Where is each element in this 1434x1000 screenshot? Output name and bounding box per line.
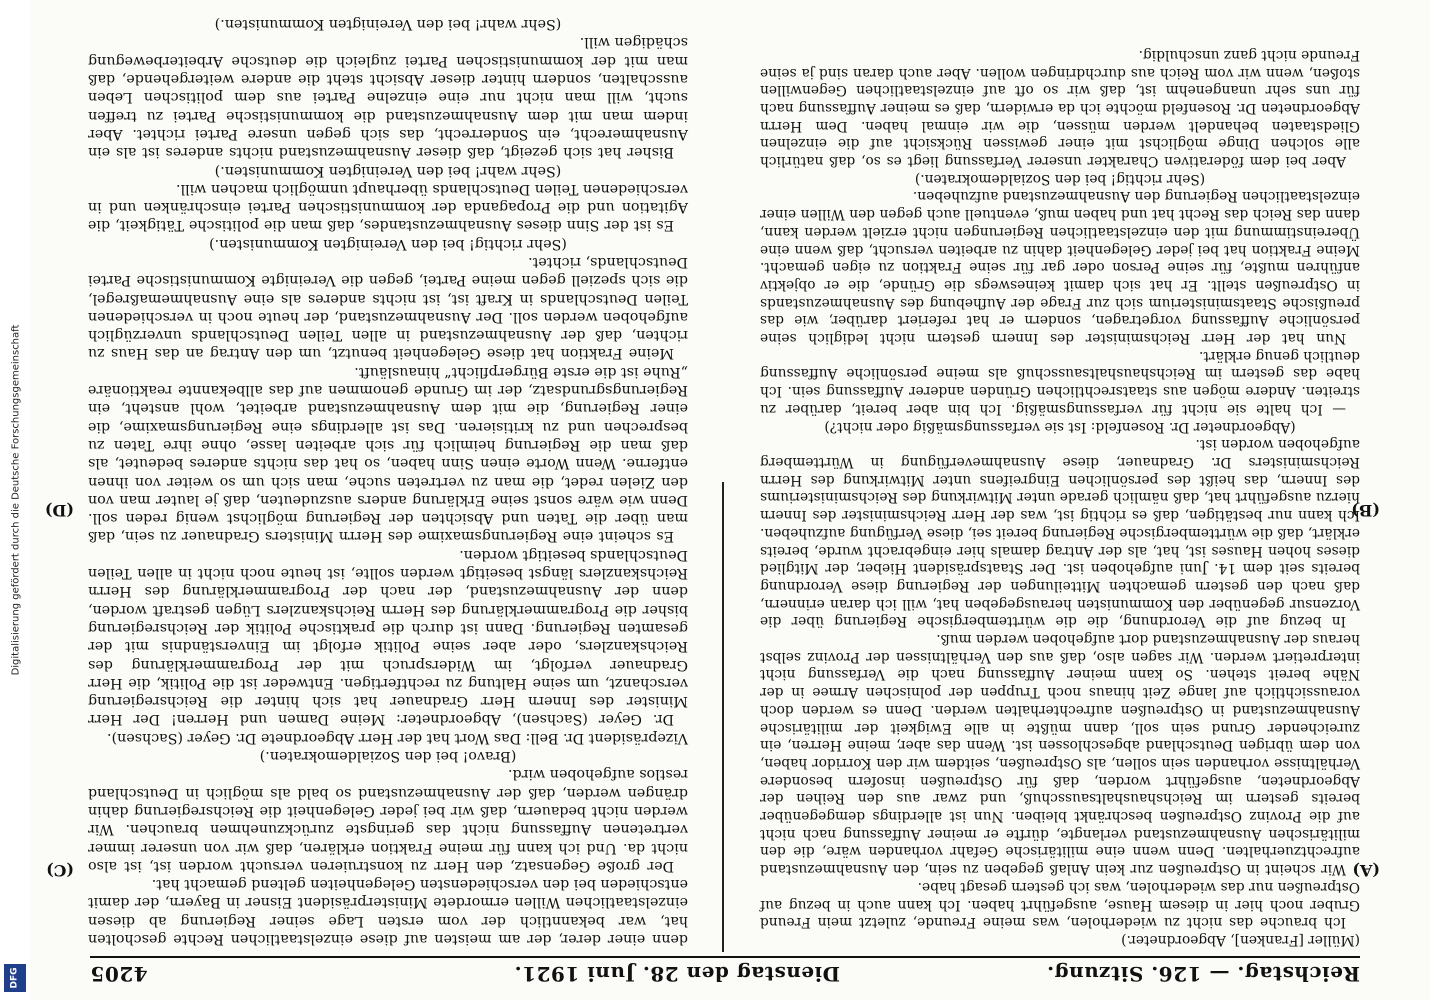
paragraph: Es ist der Sinn dieses Ausnahmezustandes, daß man die politische Tätigkeit, die Agitation und die Propaganda der kommunistischen Partei einschränken und in verschiedenen Teilen Deutschlands überhaupt unmöglich machen will. [88, 180, 688, 234]
paragraph: Der große Gegensatz, den Herr zu konstruieren versucht worden ist, ist also nicht da. Und ich kann für meine Fraktion erklären, daß wir von unserer immer vertretenen Auffassung nicht das geringste zurückzunehmen brauchen. Wir werden nicht bedauern, daß wir bei jeder Gelegenheit die Reichsregierung dahin drängen werden, daß der Ausnahmezustand so bald als möglich in Deutschland restlos aufgehoben wird. [88, 766, 688, 874]
margin-mark-d: (D) [44, 501, 74, 520]
paragraph: Es scheint eine Regierungsmaxime des Herrn Ministers Gradnauer zu sein, daß man über die Taten und Absichten der Regierung möglichst wenig reden soll. Denn wie wäre sonst seine Erklärung anders auszudeuten, daß je lauter man von den Zielen redet, die man zu vertreten suche, man sich um so weiter von ihnen entferne. Wenn Worte einen Sinn haben, so hat das nichts anderes bedeutet, als daß man die Regierung heimlich für sich arbeiten lasse, ohne ihre Taten zu besprechen und zu kritisieren. Das ist allerdings eine Regierungsmaxime, die einer Regierung, die mit dem Ausnahmezustand arbeitet, wohl ansteht, ein Regierungsgrundsatz, der im Grunde genommen auf das allbekannte reaktionäre „Ruhe ist die erste Bürgerpflicht“ hinausläuft. [88, 363, 688, 545]
page-header [90, 956, 1360, 992]
column-divider [722, 482, 724, 952]
rotated-page-content [30, 0, 1430, 1000]
interjection: (Sehr wahr! bei den Vereinigten Kommunisten.) [214, 16, 562, 33]
right-text-column [88, 15, 688, 948]
speaker-line: Vizepräsident Dr. Bell: Das Wort hat der Herr Abgeordnete Dr. Geyer (Sachsen). [107, 729, 688, 746]
digitization-credit [6, 40, 26, 960]
paragraph: Wir scheint in Ostpreußen zur kein Anlaß gegeben zu sein, den Ausnahmezustand aufrechtzuerhalten. Denn wenn eine militärische Gefahr vorhanden wäre, die den militärischen Ausnahmezustand verlangte, dürfte er meiner Auffassung nach nicht auf die Provinz Ostpreußen beschränkt bleiben. Nun ist allerdings demgegenüber bereits gestern im Reichshaushaltsausschuß, und zwar aus den Reihen der Abgeordneten, ausgeführt worden, daß für Ostpreußen insofern besondere Verhältnisse vorhanden sein sollen, als Ostpreußen, seitdem wir den Korridor haben, von dem übrigen Deutschland abgeschlossen ist. Wenn das aber, meine Herren, ein zureichender Grund sein soll, dann müßte in alle Ewigkeit der militärische Ausnahmezustand in Ostpreußen aufrechterhalten werden. Denn es werden doch voraussichtlich auf lange Zeit hinaus noch Truppen der polnischen Armee in der Nähe bereit stehen. So kann meiner Auffassung nach die Verfassung nicht interpretiert werden. Wir sagen also, daß aus den Verhältnissen der Provinz selbst heraus der Ausnahmezustand dort aufgehoben werden muß. [760, 631, 1360, 878]
header-date: Dienstag den 28. Juni 1921. [514, 962, 840, 986]
digitization-credit-text: Digitalisierung gefördert durch die Deutsche Forschungsgemeinschaft [10, 324, 22, 676]
paragraph: In bezug auf die Verordnung, die die württembergische Regierung über die Vorzensur gegenüber den Kommunisten herausgegeben hat, will ich daran erinnern, daß nach den gestern gemachten Mitteilungen der Regierung diese Verordnung bereits seit dem 14. Juni aufgehoben ist. Der Staatspräsident Hieber, der Mitglied dieses hohen Hauses ist, hat, als der Antrag damals hier eingebracht wurde, bereits erklärt, daß die württembergische Regierung bereit sei, diese Verfügung aufzuheben. Ich kann nur bestätigen, daß es richtig ist, was der Herr Reichsminister des Innern hierzu ausgeführt hat, daß nämlich gerade unter Mitwirkung des Reichsministeriums des Innern, das heißt des persönlichen Eingreifens unter Mitwirkung des Herrn Reichsministers Dr. Gradnauer, diese Ausnahmeverfügung in Württemberg aufgehoben worden ist. [760, 436, 1360, 630]
header-session: Reichstag. — 126. Sitzung. [1046, 962, 1360, 986]
speaker-line: (Müller [Franken], Abgeordneter.) [1121, 932, 1360, 948]
margin-mark-a: (A) [1352, 861, 1380, 880]
interjection: (Sehr richtig! bei den Vereinigten Kommunisten.) [209, 235, 567, 252]
margin-mark-c: (C) [46, 861, 74, 880]
paragraph: Ich brauche das nicht zu wiederholen, was meine Freunde, zuletzt mein Freund Gruber noch hier in diesem Hause, ausgeführt haben. Ich kann auch in bezug auf Ostpreußen nur das wiederholen, was ich gestern gesagt habe. [760, 878, 1360, 931]
dfg-logo [4, 964, 26, 992]
interjection: (Sehr wahr! bei den Vereinigten Kommunisten.) [214, 162, 562, 179]
paragraph: Meine Fraktion hat diese Gelegenheit benutzt, um den Antrag an das Haus zu richten, daß der Ausnahmezustand in allen Teilen Deutschlands unverzüglich aufgehoben werden soll. Der Ausnahmezustand, der heute noch in verschiedenen Teilen Deutschlands in Kraft ist, ist nichts anderes als eine Ausnahmemaßregel, die sich speziell gegen meine Partei, gegen die Vereinigte Kommunistische Partei Deutschlands, richtet. [88, 254, 688, 362]
interjection: (Bravo! bei den Sozialdemokraten.) [259, 748, 517, 765]
paragraph: denn einer derer, der am meisten auf diese einzelstaatlichen Rechte gescholten hat, war bekanntlich der vom ersten Lage seiner Regierung ab diesen einzelstaatlichen Willen ermordete Ministerpräsident Eisner in Bayern, der damit entschieden bei den verschiedensten Gelegenheiten geltend gemacht hat. [88, 876, 688, 947]
dfg-logo-text: DFG [9, 967, 20, 989]
paragraph: Bisher hat sich gezeigt, daß dieser Ausnahmezustand nichts anderes ist als ein Ausnahmerecht, ein Sonderrecht, das sich gegen unsere Partei richtet. Aber indem man mit dem Ausnahmezustand die kommunistische Partei zu treffen sucht, will man nicht nur eine einzelne Partei aus dem politischen Leben ausschalten, sondern hinter dieser Absicht steht die andere weitergehende, daß man mit der kommunistischen Partei zugleich die deutsche Arbeiterbewegung schädigen will. [88, 34, 688, 161]
interjection: (Abgeordneter Dr. Rosenfeld: Ist sie verfassungsmäßig oder nicht?) [824, 418, 1296, 435]
paragraph: Nun hat der Herr Reichsminister des Innern gestern nicht lediglich seine persönliche Auffassung vorgetragen, sondern er hat referiert darüber, wie das preußische Staatsministerium sich zur Frage der Aufhebung des Ausnahmezustands in Ostpreußen stellt. Er hat sich damit keineswegs die Gründe, die er objektiv anführen mußte, für seine Person oder gar für seine Fraktion zu eigen gemacht. Meine Fraktion hat bei jeder Gelegenheit dahin zu arbeiten versucht, daß wenn eine Übereinstimmung mit den einzelstaatlichen Regierungen nicht erzielt werden kann, dann das Reich das Recht hat und haben muß, eventuell auch gegen den Willen einer einzelstaatlichen Regierung den Ausnahmezustand aufzuheben. [760, 188, 1360, 347]
header-page-number: 4205 [90, 962, 148, 986]
paragraph: Aber bei dem föderativen Charakter unserer Verfassung liegt es so, daß natürlich alle solchen Dinge möglichst mit einer gewissen Rücksicht auf die einzelnen Gliedstaaten behandelt werden müssen, die wir einmal haben. Dem Herrn Abgeordneten Dr. Rosenfeld möchte ich da erwidern, daß es meiner Auffassung nach für uns sehr unangenehm ist, daß wir so oft auf einzelstaatlichen Gegenwillen stoßen, wenn wir vom Reich aus durchdringen wollen. Aber auch daran sind ja seine Freunde nicht ganz unschuldig. [760, 46, 1360, 170]
margin-mark-b: (B) [1351, 501, 1380, 520]
interjection: (Sehr richtig! bei den Sozialdemokraten.) [914, 170, 1206, 187]
left-text-column [760, 45, 1360, 948]
paragraph: Dr. Geyer (Sachsen), Abgeordneter: Meine Damen und Herren! Der Herr Minister des Innern Herr Gradnauer hat sich hinter die Reichsregierung verschanzt, um seine Haltung zu rechtfertigen. Entweder ist die Politik, die Herr Gradnauer verfolgt, im Widerspruch mit der Programmerklärung des Reichskanzlers, oder aber seine Politik erfolgt im Einverständnis mit der gesamten Regierung. Dann ist durch die praktische Politik der Reichsregierung bisher die Programmerklärung des Herrn Reichskanzlers Lügen gestraft worden, denn der Ausnahmezustand, der nach der Programmerklärung des Herrn Reichskanzlers längst beseitigt werden sollte, ist heute noch nicht in allen Teilen Deutschlands beseitigt worden. [88, 546, 688, 728]
paragraph: — Ich halte sie nicht für verfassungsmäßig. Ich bin aber bereit, darüber zu streiten. Andere mögen aus staatsrechtlichen Gründen anderer Auffassung sein. Ich habe das gestern im Reichshaushaltsausschuß als meine persönliche Auffassung deutlich genug erklärt. [760, 347, 1360, 417]
scanned-page [30, 0, 1430, 1000]
